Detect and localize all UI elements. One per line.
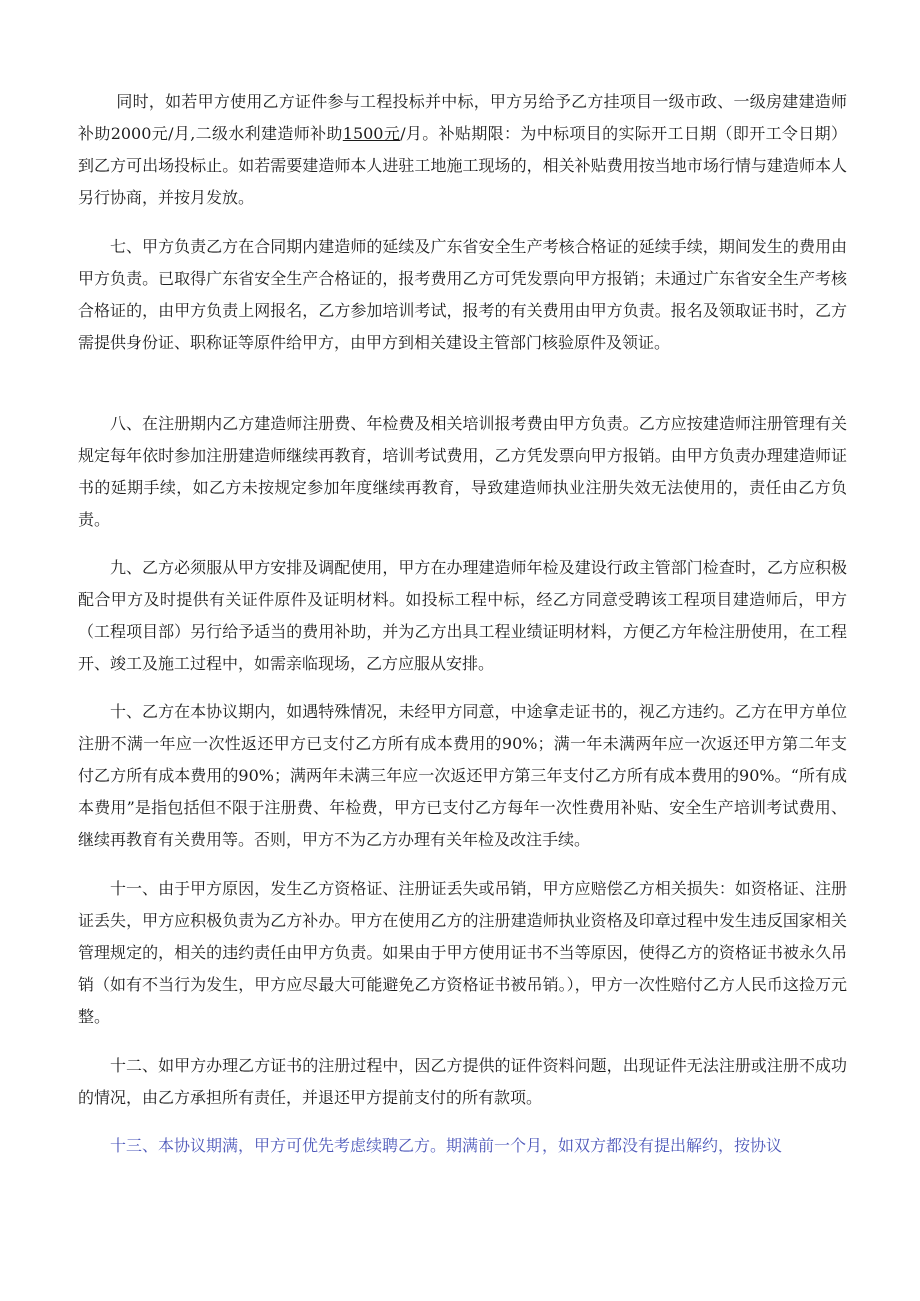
clause-13: 十三、本协议期满，甲方可优先考虑续聘乙方。期满前一个月，如双方都没有提出解约，按协议	[110, 1136, 783, 1155]
paragraph-subsidy-text: 同时，如若甲方使用乙方证件参与工程投标并中标，甲方另给予乙方挂项目一级市政、一级房建建造师补助2000元/月,二级水利建造师补助	[78, 92, 847, 143]
clause-9: 九、乙方必须服从甲方安排及调配使用，甲方在办理建造师年检及建设行政主管部门检查时，乙方应积极配合甲方及时提供有关证件原件及证明材料。如投标工程中标，经乙方同意受聘该工程项目建造师后，甲方（工程项目部）另行给予适当的费用补助，并为乙方出具工程业绩证明材料，方便乙方年检注册使用，在工程开、竣工及施工过程中，如需亲临现场，乙方应服从安排。	[78, 558, 847, 673]
paragraph-subsidy	[78, 86, 847, 214]
clause-11: 十一、由于甲方原因，发生乙方资格证、注册证丢失或吊销，甲方应赔偿乙方相关损失：如资格证、注册证丢失，甲方应积极负责为乙方补办。甲方在使用乙方的注册建造师执业资格及印章过程中发生违反国家相关管理规定的，相关的违约责任由甲方负责。如果由于甲方使用证书不当等原因，使得乙方的资格证书被永久吊销（如有不当行为发生，甲方应尽最大可能避免乙方资格证书被吊销。），甲方一次性赔付乙方人民币这捡万元整。	[78, 879, 847, 1026]
clause-12: 十二、如甲方办理乙方证书的注册过程中，因乙方提供的证件资料问题，出现证件无法注册或注册不成功的情况，由乙方承担所有责任，并退还甲方提前支付的所有款项。	[78, 1056, 847, 1107]
clause-10: 十、乙方在本协议期内，如遇特殊情况，未经甲方同意，中途拿走证书的，视乙方违约。乙方在甲方单位注册不满一年应一次性返还甲方已支付乙方所有成本费用的90%；满一年未满两年应一次返还甲方第二年支付乙方所有成本费用的90%；满两年未满三年应一次返还甲方第三年支付乙方所有成本费用的90%。“所有成本费用”是指包括但不限于注册费、年检费，甲方已支付乙方每年一次性费用补贴、安全生产培训考试费用、继续再教育有关费用等。否则，甲方不为乙方办理有关年检及改注手续。	[78, 702, 847, 849]
paragraph-subsidy-text-tail: /月。补贴期限：为中标项目的实际开工日期（即开工令日期）到乙方可出场投标止。如若需要建造师本人进驻工地施工现场的，相关补贴费用按当地市场行情与建造师本人另行协商，并按月发放。	[78, 124, 847, 207]
subsidy-amount-underlined: 1500元	[342, 124, 401, 143]
clause-8: 八、在注册期内乙方建造师注册费、年检费及相关培训报考费由甲方负责。乙方应按建造师注册管理有关规定每年依时参加注册建造师继续再教育，培训考试费用，乙方凭发票向甲方报销。由甲方负责办理建造师证书的延期手续，如乙方未按规定参加年度继续再教育，导致建造师执业注册失效无法使用的，责任由乙方负责。	[78, 414, 847, 529]
clause-7: 七、甲方负责乙方在合同期内建造师的延续及广东省安全生产考核合格证的延续手续，期间发生的费用由甲方负责。已取得广东省安全生产合格证的，报考费用乙方可凭发票向甲方报销；未通过广东省安全生产考核合格证的，由甲方负责上网报名，乙方参加培训考试，报考的有关费用由甲方负责。报名及领取证书时，乙方需提供身份证、职称证等原件给甲方，由甲方到相关建设主管部门核验原件及领证。	[78, 237, 847, 352]
